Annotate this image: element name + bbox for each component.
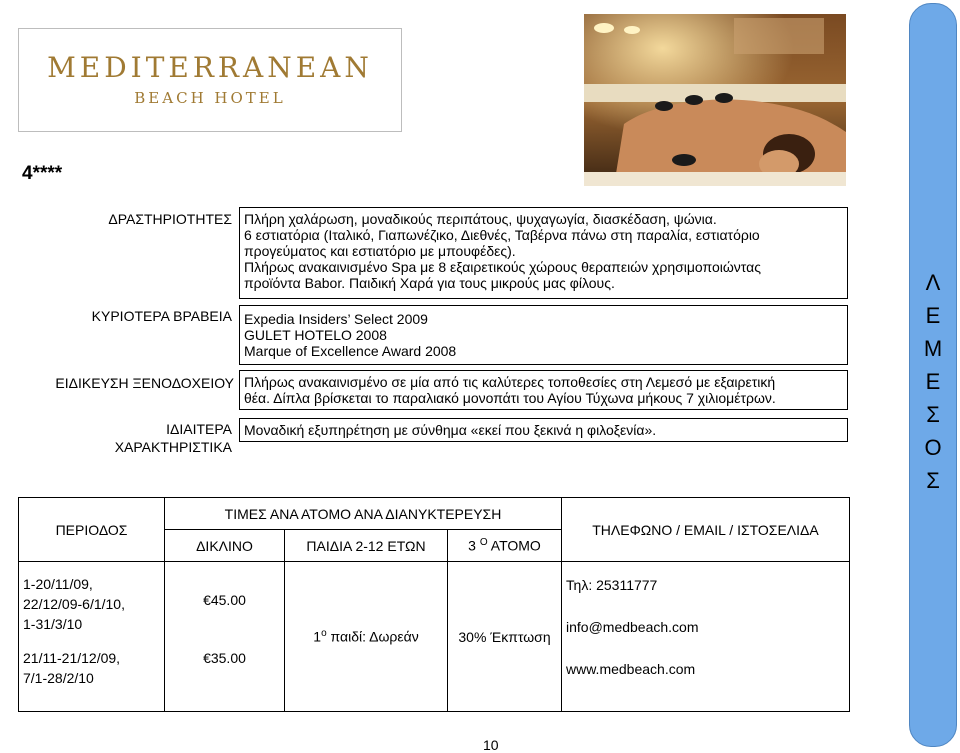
children-text: παιδί: Δωρεάν: [330, 628, 419, 645]
activities-line: Πλήρη χαλάρωση, μοναδικούς περιπάτους, ψυχαγωγία, διασκέδαση, ψώνια.: [244, 211, 717, 227]
contact-header: ΤΗΛΕΦΩΝΟ / EMAIL / ΙΣΤΟΣΕΛΙΔΑ: [562, 498, 850, 562]
price-value: €35.00: [203, 650, 246, 666]
sidebar-letters: [910, 266, 956, 497]
features-box: [239, 418, 848, 442]
period-header: ΠΕΡΙΟΔΟΣ: [19, 498, 165, 562]
spa-photo: [584, 14, 846, 186]
double-prices-cell: [165, 562, 285, 712]
awards-box: [239, 305, 848, 365]
phone-text: Τηλ: 25311777: [566, 577, 658, 593]
sidebar-letter: Λ: [925, 270, 941, 295]
specialization-line: θέα. Δίπλα βρίσκεται το παραλιακό μονοπάτι του Αγίου Τύχωνα μήκους 7 χιλιομέτρων.: [244, 390, 776, 406]
hotel-rating: 4****: [22, 163, 63, 184]
price-value: €45.00: [203, 592, 246, 608]
third-person-rest: ΑΤΟΜΟ: [490, 537, 541, 554]
award-item: Expedia Insiders’ Select 2009: [244, 311, 428, 327]
award-item: Marque of Excellence Award 2008: [244, 343, 457, 359]
award-item: GULET HOTELO 2008: [244, 327, 387, 343]
third-person-header: [448, 530, 562, 562]
children-sup: ο: [321, 628, 327, 640]
city-sidebar: [909, 3, 957, 747]
hotel-logo: [18, 28, 402, 132]
children-cell: [285, 562, 448, 712]
period-line: 1-20/11/09,: [23, 576, 93, 592]
website-link[interactable]: www.medbeach.com: [566, 661, 696, 677]
email-link[interactable]: info@medbeach.com: [566, 619, 699, 635]
activities-line: προγεύματος και εστιατόριο με μπουφέδες).: [244, 243, 516, 259]
features-label-line2: ΧΑΡΑΚΤΗΡΙΣΤΙΚΑ: [114, 439, 232, 455]
prices-table: [18, 497, 850, 712]
double-room-header: ΔΙΚΛΙΝΟ: [165, 530, 285, 562]
sidebar-letter: Ε: [925, 303, 941, 328]
activities-line: 6 εστιατόρια (Ιταλικό, Γιαπωνέζικο, Διεθνές, Ταβέρνα πάνω στη παραλία, εστιατόριο: [244, 227, 760, 243]
contact-cell: [562, 562, 850, 712]
sidebar-letter: Ο: [924, 435, 942, 460]
third-person-number: 3: [468, 537, 476, 554]
children-number: 1: [313, 628, 322, 645]
period-line: 21/11-21/12/09,: [23, 650, 121, 666]
third-discount-cell: 30% Έκπτωση: [448, 562, 562, 712]
logo-name: MEDITERRANEAN: [47, 51, 373, 84]
children-header: ΠΑΙΔΙΑ 2-12 ΕΤΩΝ: [285, 530, 448, 562]
features-label-line1: ΙΔΙΑΙΤΕΡΑ: [166, 421, 232, 437]
activities-line: προϊόντα Babor. Παιδική Χαρά για τους μικρούς μας φίλους.: [244, 275, 615, 291]
specialization-box: [239, 370, 848, 410]
periods-cell: [19, 562, 165, 712]
third-person-sup: Ο: [479, 537, 488, 549]
sidebar-letter: Σ: [926, 468, 940, 493]
logo-subtitle: BEACH HOTEL: [134, 89, 286, 107]
activities-box: [239, 207, 848, 299]
awards-label: ΚΥΡΙΟΤΕΡΑ ΒΡΑΒΕΙΑ: [91, 308, 232, 324]
sidebar-letter: Μ: [923, 336, 943, 361]
features-label: [40, 420, 232, 456]
page-number: 10: [483, 737, 499, 753]
features-line: Μοναδική εξυπηρέτηση με σύνθημα «εκεί που ξεκινά η φιλοξενία».: [244, 422, 657, 438]
sidebar-letter: Σ: [926, 402, 940, 427]
activities-line: Πλήρως ανακαινισμένο Spa με 8 εξαιρετικούς χώρους θεραπειών χρησιμοποιώντας: [244, 259, 761, 275]
specialization-label: ΕΙΔΙΚΕΥΣΗ ΞΕΝΟΔΟΧΕΙΟΥ: [55, 375, 234, 391]
specialization-line: Πλήρως ανακαινισμένο σε μία από τις καλύτερες τοποθεσίες στη Λεμεσό με εξαιρετική: [244, 374, 776, 390]
period-line: 7/1-28/2/10: [23, 670, 94, 686]
period-line: 22/12/09-6/1/10,: [23, 596, 125, 612]
sidebar-letter: Ε: [925, 369, 941, 394]
prices-header: ΤΙΜΕΣ ΑΝΑ ΑΤΟΜΟ ΑΝΑ ΔΙΑΝΥΚΤΕΡΕΥΣΗ: [165, 498, 562, 530]
period-line: 1-31/3/10: [23, 616, 83, 632]
activities-label: ΔΡΑΣΤΗΡΙΟΤΗΤΕΣ: [108, 211, 232, 227]
